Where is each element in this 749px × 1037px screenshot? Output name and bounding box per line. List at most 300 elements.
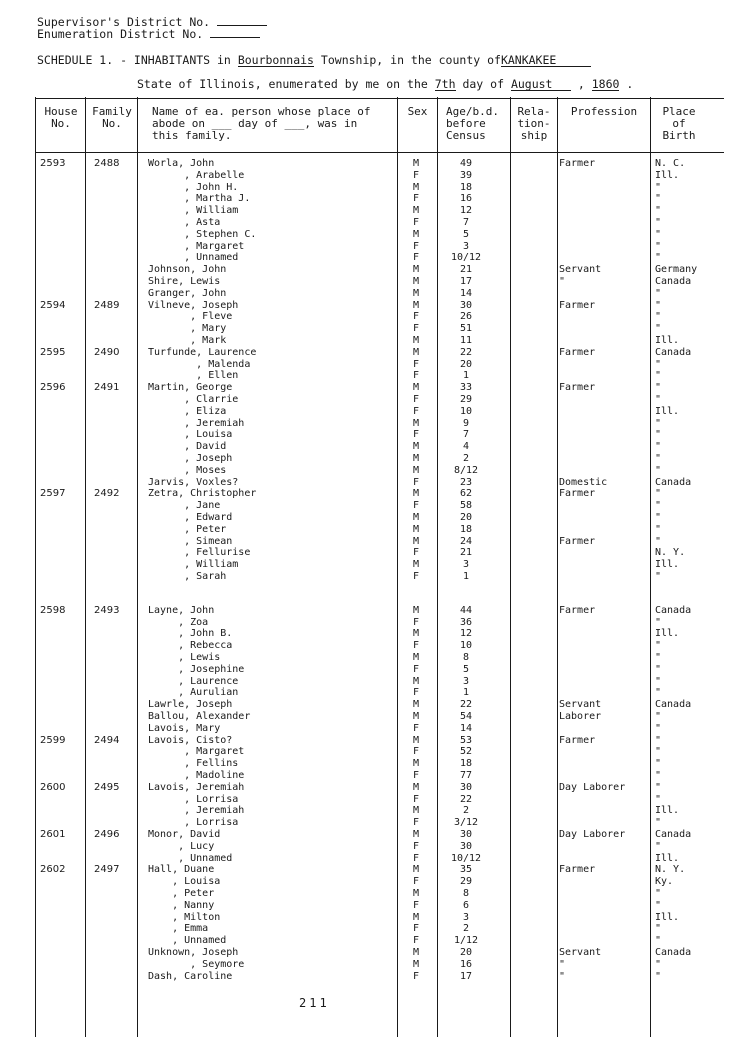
cell-age: 23 [459,476,473,488]
col-head-age: Age/b.d. before Census [446,105,499,142]
cell-birthplace: " [655,888,662,899]
cell-sex: F [412,722,420,734]
cell-birthplace: " [655,453,662,464]
cell-family-no: 2488 [94,158,120,169]
cell-birthplace: Canada [655,947,692,958]
cell-profession: Farmer [559,158,596,169]
cell-profession: Servant [559,699,602,711]
cell-house-no: 2601 [40,829,66,840]
cell-person-name: , John B. [148,628,233,640]
cell-age: 30 [459,299,473,311]
cell-age: 1/12 [453,935,479,947]
cell-person-name: , Eliza [148,405,227,417]
cell-sex: F [412,476,420,488]
col-head-birthplace: Place of Birth [662,105,696,142]
cell-birthplace: " [655,500,662,512]
cell-age: 1 [462,571,470,582]
column-rule [35,97,36,1037]
cell-person-name: , Seymore [148,958,245,970]
cell-sex: F [412,923,420,935]
cell-person-name: , Fellurise [148,547,251,559]
cell-age: 16 [459,958,473,970]
cell-age: 21 [459,547,473,559]
cell-person-name: , Nanny [148,899,215,911]
cell-birthplace: " [655,370,662,382]
cell-sex: F [412,876,420,888]
day-field: 7th [434,77,456,91]
cell-sex: F [412,217,420,228]
cell-person-name: , David [148,441,227,453]
col-head-sex: Sex [407,105,428,118]
cell-sex: F [412,405,420,417]
cell-person-name: Shire, Lewis [148,276,221,287]
table-top-rule [35,98,724,99]
cell-age: 10 [459,405,473,417]
cell-sex: F [412,169,420,181]
cell-person-name: , Moses [148,464,227,476]
cell-sex: F [412,323,420,335]
cell-age: 3 [462,240,470,252]
cell-house-no: 2596 [40,382,66,394]
cell-birthplace: N. Y. [655,547,686,559]
cell-sex: F [412,970,420,982]
col-head-house: House No. [44,105,78,130]
cell-birthplace: " [655,970,662,982]
cell-person-name: Lawrle, Joseph [148,699,233,711]
year-field: 1860 [591,77,620,91]
cell-birthplace: Ill. [655,628,680,640]
cell-person-name: , Josephine [148,663,245,675]
cell-person-name: , Margaret [148,746,245,758]
cell-person-name: , Sarah [148,571,227,582]
cell-birthplace: Ill. [655,169,680,181]
header-bottom-rule [35,152,724,153]
cell-age: 3/12 [453,817,479,829]
cell-age: 30 [459,781,473,793]
cell-person-name: , Jeremiah [148,417,245,429]
cell-birthplace: " [655,512,662,523]
cell-age: 29 [459,876,473,888]
cell-age: 8 [462,888,470,899]
cell-house-no: 2595 [40,346,66,358]
cell-sex: M [412,205,420,217]
schedule-line: SCHEDULE 1. - INHABITANTS in Bourbonnais Township, in the county ofKANKAKEE [37,53,591,67]
cell-birthplace: N. C. [655,158,686,169]
cell-sex: M [412,559,420,571]
cell-family-no: 2491 [94,382,120,394]
cell-sex: M [412,512,420,523]
cell-sex: M [412,181,420,193]
cell-person-name: Monor, David [148,829,221,840]
cell-age: 62 [459,488,473,500]
cell-person-name: , Mark [148,335,227,346]
cell-sex: M [412,441,420,453]
cell-sex: F [412,840,420,852]
cell-profession: Laborer [559,711,602,722]
column-rule [437,97,438,1037]
cell-profession: " [559,970,566,982]
cell-person-name: , Stephen C. [148,228,257,240]
cell-age: 21 [459,264,473,276]
cell-person-name: , Simean [148,535,233,547]
cell-person-name: Layne, John [148,604,215,616]
cell-profession: Farmer [559,488,596,500]
cell-birthplace: Ill. [655,852,680,864]
cell-age: 77 [459,770,473,781]
cell-birthplace: " [655,535,662,547]
cell-birthplace: " [655,840,662,852]
cell-person-name: , Unnamed [148,852,233,864]
cell-birthplace: " [655,935,662,947]
cell-sex: F [412,640,420,652]
column-rule [650,97,651,1037]
cell-profession: " [559,958,566,970]
cell-sex: M [412,464,420,476]
cell-birthplace: Canada [655,276,692,287]
cell-sex: M [412,276,420,287]
cell-house-no: 2598 [40,604,66,616]
cell-birthplace: " [655,770,662,781]
cell-person-name: , Malenda [148,358,251,370]
cell-sex: M [412,417,420,429]
cell-age: 14 [459,287,473,299]
cell-house-no: 2600 [40,781,66,793]
cell-sex: M [412,911,420,923]
cell-age: 2 [462,805,470,817]
cell-age: 49 [459,158,473,169]
cell-birthplace: " [655,193,662,205]
cell-birthplace: " [655,663,662,675]
cell-sex: M [412,734,420,746]
cell-profession: Day Laborer [559,829,626,840]
cell-person-name: Martin, George [148,382,233,394]
cell-birthplace: " [655,228,662,240]
cell-age: 35 [459,864,473,876]
cell-birthplace: Ill. [655,911,680,923]
cell-person-name: , Jeremiah [148,805,245,817]
cell-age: 54 [459,711,473,722]
cell-person-name: , Jane [148,500,221,512]
cell-person-name: Lavois, Cisto? [148,734,233,746]
cell-sex: F [412,429,420,441]
cell-birthplace: " [655,711,662,722]
cell-age: 17 [459,276,473,287]
cell-sex: F [412,746,420,758]
cell-birthplace: " [655,722,662,734]
cell-age: 12 [459,205,473,217]
cell-person-name: , Laurence [148,675,239,687]
cell-profession: Farmer [559,382,596,394]
cell-person-name: , Peter [148,888,215,899]
cell-family-no: 2497 [94,864,120,876]
cell-sex: M [412,711,420,722]
cell-sex: F [412,500,420,512]
cell-sex: F [412,899,420,911]
cell-sex: M [412,888,420,899]
cell-house-no: 2594 [40,299,66,311]
cell-age: 3 [462,911,470,923]
cell-birthplace: " [655,793,662,805]
cell-age: 7 [462,217,470,228]
cell-profession: Farmer [559,734,596,746]
cell-sex: F [412,547,420,559]
cell-birthplace: " [655,758,662,770]
cell-family-no: 2493 [94,604,120,616]
cell-person-name: , Ellen [148,370,239,382]
cell-sex: F [412,311,420,323]
cell-person-name: , Lewis [148,652,221,663]
cell-family-no: 2490 [94,346,120,358]
cell-birthplace: Canada [655,346,692,358]
cell-age: 18 [459,523,473,535]
cell-age: 5 [462,228,470,240]
cell-family-no: 2492 [94,488,120,500]
cell-age: 36 [459,616,473,628]
column-rule [137,97,138,1037]
cell-birthplace: Canada [655,604,692,616]
cell-sex: M [412,158,420,169]
cell-sex: M [412,947,420,958]
column-rule [85,97,86,1037]
cell-birthplace: N. Y. [655,864,686,876]
cell-sex: M [412,535,420,547]
enumeration-district-line: Enumeration District No. [37,27,260,41]
cell-sex: M [412,652,420,663]
cell-family-no: 2489 [94,299,120,311]
cell-birthplace: Ill. [655,405,680,417]
cell-birthplace: " [655,358,662,370]
cell-sex: M [412,346,420,358]
cell-birthplace: " [655,523,662,535]
cell-person-name: , Peter [148,523,227,535]
cell-sex: M [412,382,420,394]
col-head-profession: Profession [570,105,638,118]
county-field: KANKAKEE [501,54,591,67]
cell-age: 4 [462,441,470,453]
cell-person-name: Unknown, Joseph [148,947,239,958]
cell-birthplace: " [655,252,662,264]
cell-age: 20 [459,358,473,370]
cell-age: 53 [459,734,473,746]
cell-person-name: Zetra, Christopher [148,488,257,500]
cell-person-name: , Asta [148,217,221,228]
cell-age: 1 [462,687,470,699]
cell-age: 16 [459,193,473,205]
cell-age: 58 [459,500,473,512]
cell-sex: F [412,663,420,675]
cell-person-name: , Mary [148,323,227,335]
cell-sex: M [412,287,420,299]
cell-birthplace: " [655,675,662,687]
cell-sex: M [412,864,420,876]
cell-sex: M [412,523,420,535]
cell-age: 14 [459,722,473,734]
cell-profession: Servant [559,947,602,958]
col-head-relationship: Rela- tion- ship [517,105,551,142]
cell-person-name: , Unnamed [148,935,227,947]
township-field: Bourbonnais [237,53,314,67]
cell-age: 44 [459,604,473,616]
state-line: State of Illinois, enumerated by me on the 7th day of August , 1860 . [137,77,634,91]
col-head-name: Name of ea. person whose place of abode on ___ day of ___, was in this family. [152,105,371,142]
cell-person-name: , John H. [148,181,239,193]
cell-birthplace: " [655,299,662,311]
cell-profession: Farmer [559,604,596,616]
cell-person-name: Lavois, Jeremiah [148,781,245,793]
cell-sex: F [412,571,420,582]
cell-profession: Farmer [559,299,596,311]
cell-birthplace: " [655,781,662,793]
cell-birthplace: " [655,417,662,429]
cell-person-name: Turfunde, Laurence [148,346,257,358]
cell-birthplace: " [655,488,662,500]
cell-person-name: Johnson, John [148,264,227,276]
cell-sex: M [412,604,420,616]
cell-age: 2 [462,453,470,464]
cell-person-name: , William [148,205,239,217]
cell-profession: Farmer [559,535,596,547]
cell-age: 18 [459,758,473,770]
cell-age: 22 [459,793,473,805]
cell-house-no: 2599 [40,734,66,746]
cell-birthplace: " [655,734,662,746]
cell-birthplace: " [655,217,662,228]
cell-age: 33 [459,382,473,394]
cell-sex: M [412,299,420,311]
cell-person-name: , Martha J. [148,193,251,205]
cell-age: 52 [459,746,473,758]
cell-family-no: 2495 [94,781,120,793]
column-rule [510,97,511,1037]
cell-age: 9 [462,417,470,429]
cell-birthplace: " [655,571,662,582]
cell-birthplace: " [655,923,662,935]
cell-family-no: 2496 [94,829,120,840]
cell-person-name: , Arabelle [148,169,245,181]
cell-age: 51 [459,323,473,335]
cell-person-name: Dash, Caroline [148,970,233,982]
cell-age: 17 [459,970,473,982]
cell-birthplace: " [655,746,662,758]
supervisor-district-line: Supervisor's District No. [37,15,267,29]
cell-age: 10/12 [450,852,482,864]
cell-birthplace: " [655,958,662,970]
cell-person-name: Lavois, Mary [148,722,221,734]
cell-person-name: Jarvis, Voxles? [148,476,239,488]
cell-birthplace: " [655,287,662,299]
cell-birthplace: " [655,311,662,323]
cell-profession: Servant [559,264,602,276]
cell-birthplace: " [655,429,662,441]
cell-age: 5 [462,663,470,675]
cell-family-no: 2494 [94,734,120,746]
cell-person-name: , Fleve [148,311,233,323]
cell-age: 11 [459,335,473,346]
cell-sex: F [412,240,420,252]
cell-sex: F [412,852,420,864]
cell-age: 8/12 [453,464,479,476]
cell-birthplace: Ill. [655,805,680,817]
cell-birthplace: " [655,394,662,405]
cell-age: 7 [462,429,470,441]
cell-sex: F [412,793,420,805]
cell-house-no: 2593 [40,158,66,169]
cell-age: 3 [462,559,470,571]
cell-sex: F [412,770,420,781]
cell-age: 20 [459,512,473,523]
cell-age: 20 [459,947,473,958]
cell-birthplace: " [655,441,662,453]
cell-sex: M [412,805,420,817]
cell-sex: M [412,488,420,500]
cell-age: 12 [459,628,473,640]
cell-birthplace: " [655,464,662,476]
cell-person-name: , Fellins [148,758,239,770]
cell-sex: F [412,935,420,947]
cell-birthplace: " [655,323,662,335]
cell-age: 30 [459,840,473,852]
cell-birthplace: " [655,616,662,628]
cell-sex: F [412,370,420,382]
cell-birthplace: " [655,640,662,652]
cell-birthplace: " [655,817,662,829]
cell-house-no: 2602 [40,864,66,876]
cell-sex: F [412,358,420,370]
cell-age: 3 [462,675,470,687]
cell-birthplace: Ill. [655,559,680,571]
month-field: August [511,78,571,91]
cell-profession: Domestic [559,476,608,488]
cell-person-name: , Louisa [148,429,233,441]
cell-age: 18 [459,181,473,193]
cell-age: 6 [462,899,470,911]
cell-sex: M [412,829,420,840]
cell-age: 10/12 [450,252,482,264]
cell-sex: F [412,687,420,699]
cell-profession: Day Laborer [559,781,626,793]
cell-birthplace: " [655,899,662,911]
cell-sex: M [412,675,420,687]
cell-person-name: , Lorrisa [148,793,239,805]
cell-person-name: , Milton [148,911,221,923]
cell-profession: Farmer [559,864,596,876]
cell-age: 22 [459,346,473,358]
cell-birthplace: Ill. [655,335,680,346]
cell-sex: M [412,335,420,346]
cell-sex: F [412,252,420,264]
cell-sex: F [412,193,420,205]
cell-person-name: , William [148,559,239,571]
cell-person-name: , Edward [148,512,233,523]
cell-sex: F [412,817,420,829]
cell-person-name: , Lucy [148,840,215,852]
cell-age: 26 [459,311,473,323]
cell-age: 10 [459,640,473,652]
cell-person-name: Vilneve, Joseph [148,299,239,311]
cell-person-name: , Lorrisa [148,817,239,829]
cell-person-name: , Rebecca [148,640,233,652]
cell-age: 30 [459,829,473,840]
cell-birthplace: " [655,687,662,699]
cell-birthplace: Germany [655,264,698,276]
cell-person-name: , Aurulian [148,687,239,699]
cell-age: 8 [462,652,470,663]
cell-sex: F [412,394,420,405]
cell-person-name: , Louisa [148,876,221,888]
cell-birthplace: Canada [655,829,692,840]
cell-person-name: , Emma [148,923,209,935]
cell-person-name: Hall, Duane [148,864,215,876]
